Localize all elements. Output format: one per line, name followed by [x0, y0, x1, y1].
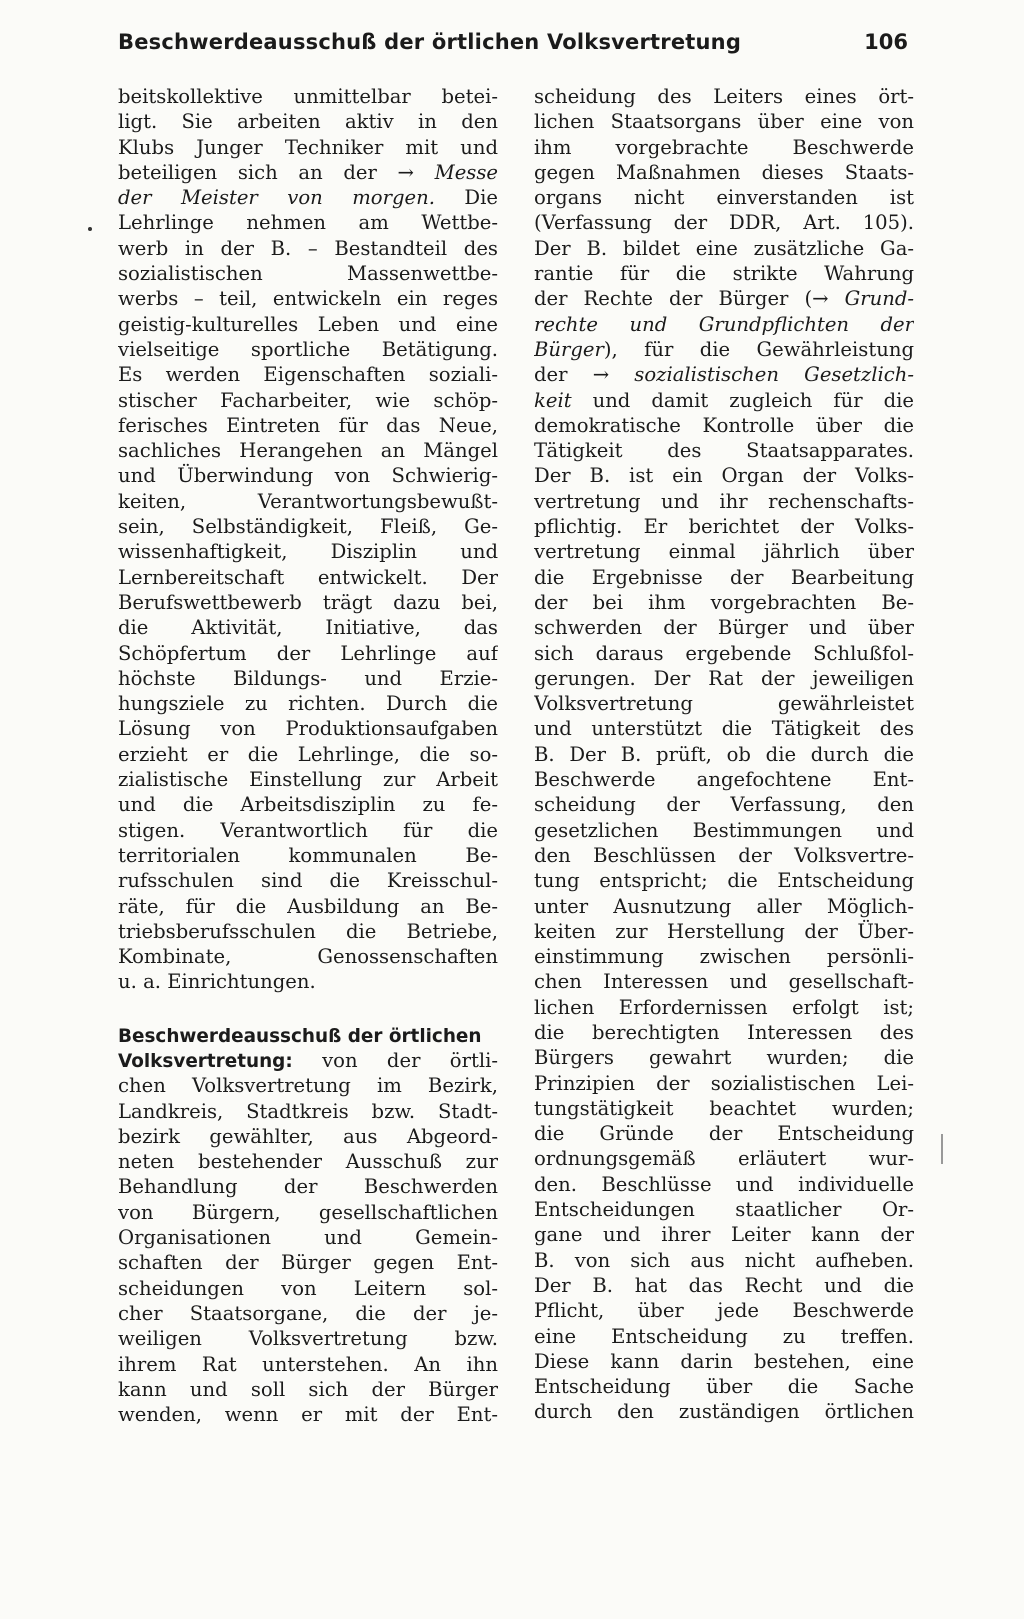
text-line: Klubs Junger Techniker mit und	[118, 135, 498, 159]
text-line: Lernbereitschaft entwickelt. Der	[118, 565, 498, 589]
text-line: organs nicht einverstanden ist	[534, 186, 914, 210]
text-line: keiten, Verantwortungsbewußt-	[118, 489, 498, 513]
text-line: beitskollektive unmittelbar betei-	[118, 85, 498, 108]
text-line: wissenhaftigkeit, Disziplin und	[118, 540, 498, 564]
text-line: B. von sich aus nicht aufheben.	[534, 1248, 914, 1272]
header-title: Beschwerdeausschuß der örtlichen Volksvertretung	[118, 30, 742, 54]
text-line: Der B. hat das Recht und die	[534, 1273, 914, 1297]
text-line: Tätigkeit des Staatsapparates.	[534, 439, 914, 463]
paragraph-gap	[118, 995, 498, 1023]
text-line: Diese kann darin bestehen, eine	[534, 1349, 914, 1373]
text-line: die Aktivität, Initiative, das	[118, 616, 498, 640]
text-line: werbs – teil, entwickeln ein reges	[118, 287, 498, 311]
text-line: Bürgers gewahrt wurden; die	[534, 1046, 914, 1070]
text-line: ihrem Rat unterstehen. An ihn	[118, 1352, 498, 1376]
page-number: 106	[864, 30, 908, 54]
text-line: und unterstützt die Tätigkeit des	[534, 717, 914, 741]
text-line: B. Der B. prüft, ob die durch die	[534, 742, 914, 766]
text-line: scheidung der Verfassung, den	[534, 793, 914, 817]
text-line: und die Arbeitsdisziplin zu fe-	[118, 793, 498, 817]
text-line: durch den zuständigen örtlichen	[534, 1400, 914, 1424]
text-line: u. a. Einrichtungen.	[118, 970, 316, 994]
text-line: eine Entscheidung zu treffen.	[534, 1324, 914, 1348]
text-line: (Verfassung der DDR, Art. 105).	[534, 211, 914, 235]
text-line: räte, für die Ausbildung an Be-	[118, 894, 498, 918]
text-line: kann und soll sich der Bürger	[118, 1377, 498, 1401]
text-line: tungstätigkeit beachtet wurden;	[534, 1096, 914, 1120]
text-line: höchste Bildungs- und Erzie-	[118, 666, 498, 690]
text-line: territorialen kommunalen Be-	[118, 843, 498, 867]
text-line: scheidungen von Leitern sol-	[118, 1276, 498, 1300]
text-line: lichen Erfordernissen erfolgt ist;	[534, 995, 914, 1019]
running-header	[118, 30, 908, 70]
text-line: die berechtigten Interessen des	[534, 1020, 914, 1044]
text-line: den. Beschlüsse und individuelle	[534, 1172, 914, 1196]
text-line: stigen. Verantwortlich für die	[118, 818, 498, 842]
text-line: Organisationen und Gemein-	[118, 1226, 498, 1250]
text-line: unter Ausnutzung aller Möglich-	[534, 894, 914, 918]
text-line: der bei ihm vorgebrachten Be-	[534, 590, 914, 614]
text-line: rechte und Grundpflichten der	[534, 312, 914, 336]
text-line: vielseitige sportliche Betätigung.	[118, 337, 498, 361]
text-line: der Rechte der Bürger (→ Grund-	[534, 287, 914, 311]
text-line: triebsberufsschulen die Betriebe,	[118, 919, 498, 943]
text-line: gane und ihrer Leiter kann der	[534, 1223, 914, 1247]
text-line: gerungen. Der Rat der jeweiligen	[534, 666, 914, 690]
text-line: Der B. ist ein Organ der Volks-	[534, 464, 914, 488]
text-line: den Beschlüssen der Volksvertre-	[534, 843, 914, 867]
text-line: Prinzipien der sozialistischen Lei-	[534, 1071, 914, 1095]
text-line: Es werden Eigenschaften soziali-	[118, 363, 498, 387]
text-line: demokratische Kontrolle über die	[534, 413, 914, 437]
text-line: sachliches Herangehen an Mängel	[118, 439, 498, 463]
text-line: die Ergebnisse der Bearbeitung	[534, 565, 914, 589]
text-line: rantie für die strikte Wahrung	[534, 262, 914, 286]
text-line: Pflicht, über jede Beschwerde	[534, 1299, 914, 1323]
text-line: von Bürgern, gesellschaftlichen	[118, 1200, 498, 1224]
text-line: cher Staatsorgane, die der je-	[118, 1301, 498, 1325]
text-line: hungsziele zu richten. Durch die	[118, 692, 498, 716]
entry-heading-line	[118, 1023, 498, 1048]
text-line: Volksvertretung: von der örtli-	[118, 1048, 498, 1072]
text-line: schaften der Bürger gegen Ent-	[118, 1251, 498, 1275]
text-line: Lösung von Produktionsaufgaben	[118, 717, 498, 741]
text-line: rufsschulen sind die Kreisschul-	[118, 869, 498, 893]
text-line: Lehrlinge nehmen am Wettbe-	[118, 211, 498, 235]
text-line: sozialistischen Massenwettbe-	[118, 262, 498, 286]
text-line: tung entspricht; die Entscheidung	[534, 869, 914, 893]
text-line: chen Volksvertretung im Bezirk,	[118, 1074, 498, 1098]
text-line: vertretung und ihr rechenschafts-	[534, 489, 914, 513]
text-line: weiligen Volksvertretung bzw.	[118, 1327, 498, 1351]
text-line: sein, Selbständigkeit, Fleiß, Ge-	[118, 515, 498, 539]
text-line: erzieht er die Lehrlinge, die so-	[118, 742, 498, 766]
text-line: der Meister von morgen. Die	[118, 186, 498, 210]
entry-heading: Beschwerdeausschuß der örtlichen	[118, 1025, 482, 1047]
text-line: keiten zur Herstellung der Über-	[534, 919, 914, 943]
text-line: neten bestehender Ausschuß zur	[118, 1150, 498, 1174]
text-line: Behandlung der Beschwerden	[118, 1175, 498, 1199]
margin-mark	[941, 1134, 943, 1164]
text-line: bezirk gewählter, aus Abgeord-	[118, 1124, 498, 1148]
text-line: gegen Maßnahmen dieses Staats-	[534, 160, 914, 184]
text-line: Kombinate, Genossenschaften	[118, 945, 498, 969]
text-line: lichen Staatsorgans über eine von	[534, 110, 914, 134]
text-line: vertretung einmal jährlich über	[534, 540, 914, 564]
text-line: zialistische Einstellung zur Arbeit	[118, 768, 498, 792]
text-line: scheidung des Leiters eines ört-	[534, 85, 914, 108]
text-line: sich daraus ergebende Schlußfol-	[534, 641, 914, 665]
text-line: beteiligen sich an der → Messe	[118, 160, 498, 184]
text-line: Entscheidungen staatlicher Or-	[534, 1198, 914, 1222]
text-line: Volksvertretung gewährleistet	[534, 692, 914, 716]
text-line: einstimmung zwischen persönli-	[534, 945, 914, 969]
text-line: und Überwindung von Schwierig-	[118, 464, 498, 488]
text-line: stischer Facharbeiter, wie schöp-	[118, 388, 498, 412]
text-line: schwerden der Bürger und über	[534, 616, 914, 640]
margin-mark	[88, 227, 92, 231]
text-line: Entscheidung über die Sache	[534, 1375, 914, 1399]
entry-heading: Volksvertretung:	[118, 1050, 293, 1072]
text-line: keit und damit zugleich für die	[534, 388, 914, 412]
text-line: ligt. Sie arbeiten aktiv in den	[118, 110, 498, 134]
left-column	[118, 84, 498, 1427]
text-line: Schöpfertum der Lehrlinge auf	[118, 641, 498, 665]
text-line: ihm vorgebrachte Beschwerde	[534, 135, 914, 159]
text-line: Beschwerde angefochtene Ent-	[534, 768, 914, 792]
text-line: chen Interessen und gesellschaft-	[534, 970, 914, 994]
text-line: der → sozialistischen Gesetzlich-	[534, 363, 914, 387]
right-column	[534, 84, 914, 1425]
text-line: wenden, wenn er mit der Ent-	[118, 1403, 498, 1427]
text-line: die Gründe der Entscheidung	[534, 1122, 914, 1146]
text-line: werb in der B. – Bestandteil des	[118, 236, 498, 260]
text-line: Berufswettbewerb trägt dazu bei,	[118, 590, 498, 614]
text-line: pflichtig. Er berichtet der Volks-	[534, 515, 914, 539]
text-line: Bürger), für die Gewährleistung	[534, 337, 914, 361]
text-line: geistig-kulturelles Leben und eine	[118, 312, 498, 336]
text-line: gesetzlichen Bestimmungen und	[534, 818, 914, 842]
text-line: Der B. bildet eine zusätzliche Ga-	[534, 236, 914, 260]
text-line: ferisches Eintreten für das Neue,	[118, 413, 498, 437]
text-line: Landkreis, Stadtkreis bzw. Stadt-	[118, 1099, 498, 1123]
text-line: ordnungsgemäß erläutert wur-	[534, 1147, 914, 1171]
